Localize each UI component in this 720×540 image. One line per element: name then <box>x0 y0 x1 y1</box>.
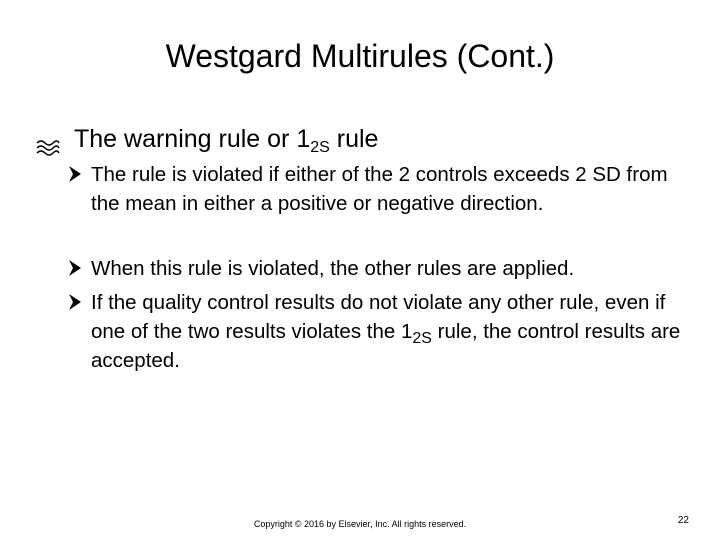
sub-bullet-3-text-before: If the quality control results do not violate any other rule, even if one of the two results violates the 1 <box>91 291 666 343</box>
slide-title: Westgard Multirules (Cont.) <box>165 38 555 74</box>
main-bullet <box>34 122 378 160</box>
sub-bullet-1-text: The rule is violated if either of the 2 controls exceeds 2 SD from the mean in either a positive or negative direction. <box>91 163 668 215</box>
sub-bullet-3-subscript: 2S <box>412 330 432 347</box>
arrowhead-bullet-icon <box>68 293 82 311</box>
main-bullet-text <box>74 122 378 156</box>
arrowhead-bullet-icon <box>68 165 82 183</box>
main-bullet-subscript: 2S <box>310 139 330 156</box>
sub-bullet-2-text: When this rule is violated, the other rules are applied. <box>91 257 575 280</box>
sub-bullet-2 <box>68 254 688 283</box>
arrowhead-bullet-icon <box>68 259 82 277</box>
sub-bullet-3-text <box>91 288 688 375</box>
sub-bullet-3 <box>68 288 688 375</box>
copyright-footer: Copyright © 2016 by Elsevier, Inc. All rights reserved. <box>253 519 467 529</box>
main-bullet-text-after: rule <box>329 125 379 153</box>
page-number: 22 <box>677 515 689 526</box>
main-bullet-text-before: The warning rule or 1 <box>74 125 311 153</box>
sub-bullet-3-text-after: rule, the control results are accepted. <box>91 320 681 372</box>
wave-bullet-icon <box>34 134 60 160</box>
sub-bullet-1 <box>68 160 688 218</box>
